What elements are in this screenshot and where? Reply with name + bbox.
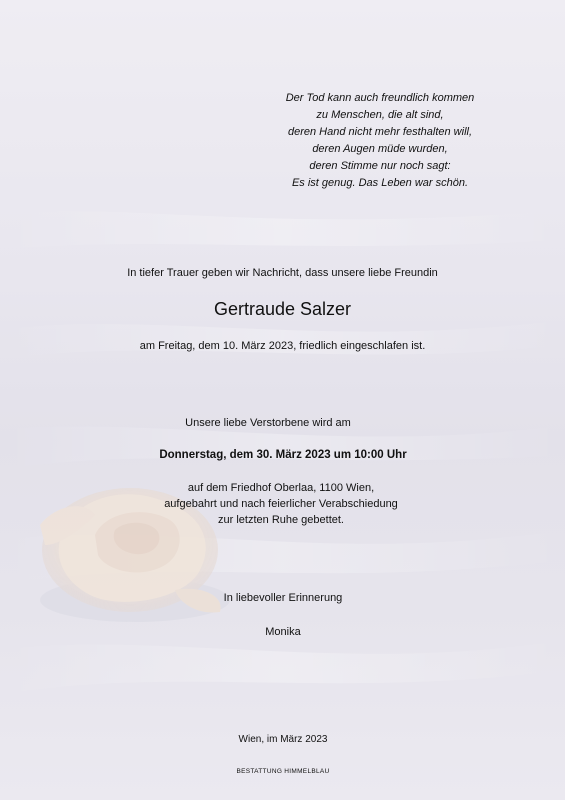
- poem-line: deren Augen müde wurden,: [312, 143, 448, 155]
- burial-place: [0, 480, 562, 528]
- burial-date-time: Donnerstag, dem 30. März 2023 um 10:00 Uhr: [159, 449, 407, 461]
- place-date: Wien, im März 2023: [238, 734, 328, 745]
- poem-line: deren Hand nicht mehr festhalten will,: [287, 126, 473, 138]
- closing-text: In liebevoller Erinnerung: [223, 592, 343, 604]
- poem-line: deren Stimme nur noch sagt:: [309, 160, 451, 172]
- announcement-intro: In tiefer Trauer geben wir Nachricht, dass unsere liebe Freundin: [127, 267, 438, 279]
- signer-name: Monika: [265, 626, 301, 638]
- burial-intro: Unsere liebe Verstorbene wird am: [185, 417, 351, 429]
- burial-place-line: aufgebahrt und nach feierlicher Verabschiedung: [164, 498, 398, 510]
- poem-line: Es ist genug. Das Leben war schön.: [291, 177, 469, 189]
- burial-place-line: auf dem Friedhof Oberlaa, 1100 Wien,: [187, 482, 375, 494]
- poem-line: Der Tod kann auch freundlich kommen: [285, 92, 475, 104]
- burial-place-line: zur letzten Ruhe gebettet.: [218, 514, 344, 526]
- poem-line: zu Menschen, die alt sind,: [316, 109, 444, 121]
- undertaker-name: BESTATTUNG HIMMELBLAU: [236, 768, 330, 775]
- poem: [270, 90, 490, 192]
- deceased-name: Gertraude Salzer: [213, 299, 352, 319]
- death-notice: am Freitag, dem 10. März 2023, friedlich eingeschlafen ist.: [139, 340, 426, 352]
